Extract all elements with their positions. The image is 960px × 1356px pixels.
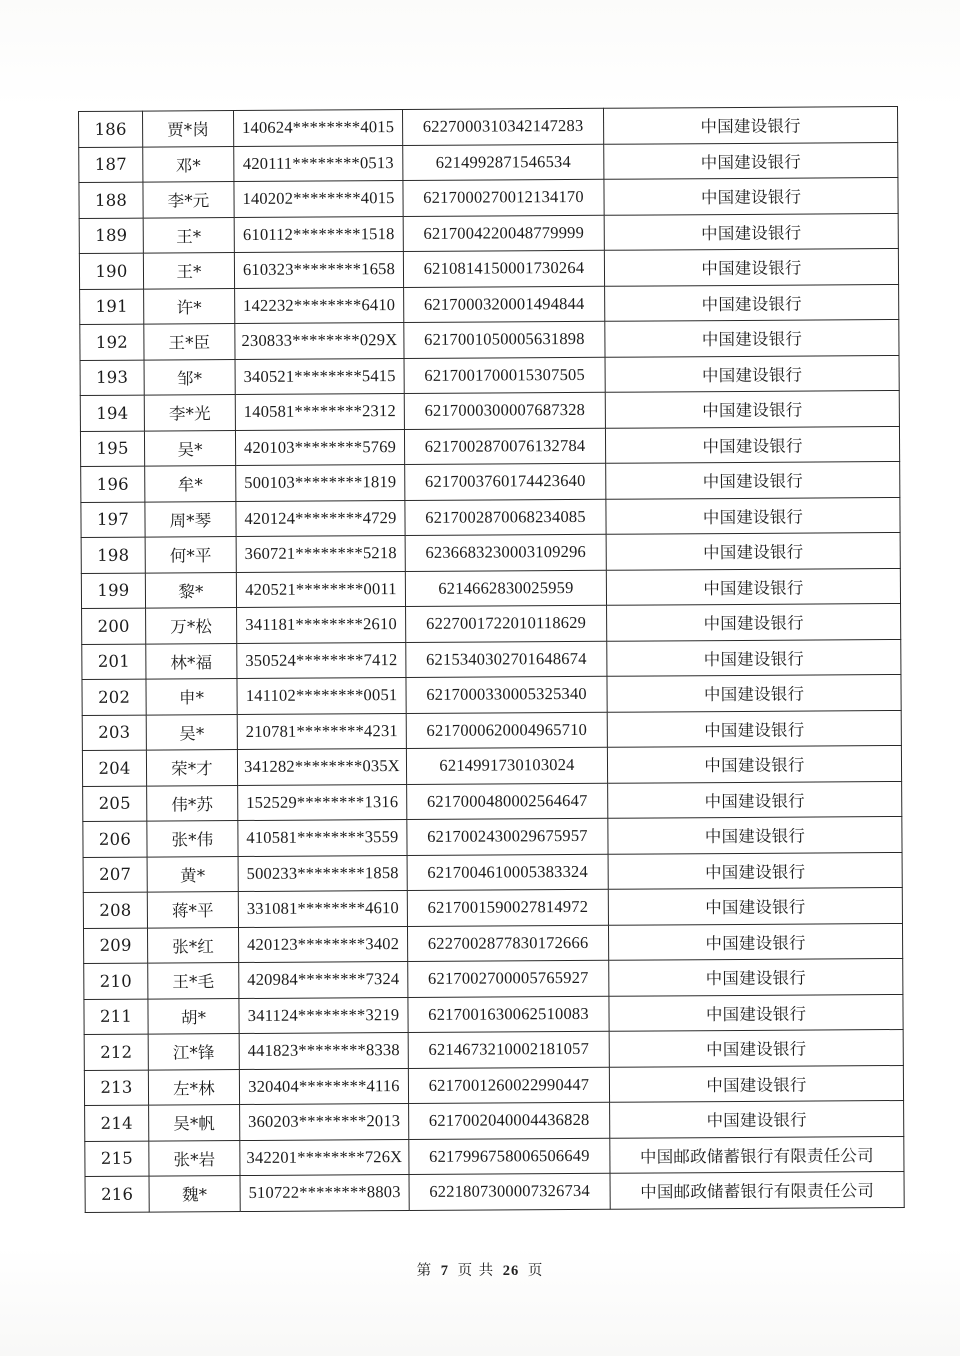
table-row <box>79 248 898 289</box>
bank-name-cell: 中国建设银行 <box>606 568 900 605</box>
footer-middle: 页 共 <box>457 1263 495 1279</box>
id-number-cell: 341124********3219 <box>239 997 408 1034</box>
id-number-cell: 441823********8338 <box>239 1033 408 1070</box>
bank-name-cell: 中国建设银行 <box>606 461 900 498</box>
bank-card-number-cell: 6217002870076132784 <box>404 428 605 465</box>
bank-name-cell: 中国建设银行 <box>607 674 901 711</box>
row-number-cell: 188 <box>79 182 143 218</box>
person-name-cell: 伟*苏 <box>147 785 238 821</box>
table-row <box>79 142 898 183</box>
bank-name-cell: 中国建设银行 <box>607 745 901 782</box>
table-row <box>81 461 900 502</box>
person-name-cell: 魏* <box>149 1176 240 1212</box>
bank-card-number-cell: 6217000330005325340 <box>406 676 607 713</box>
bank-card-number-cell: 6217003760174423640 <box>405 463 606 500</box>
table-row <box>83 816 902 857</box>
person-name-cell: 张*岩 <box>149 1140 240 1176</box>
row-number-cell: 191 <box>80 289 144 325</box>
bank-name-cell: 中国建设银行 <box>608 887 902 924</box>
id-number-cell: 230833********029X <box>235 323 404 360</box>
id-number-cell: 500233********1858 <box>238 855 407 892</box>
bank-card-number-cell: 6214673210002181057 <box>408 1031 609 1068</box>
person-name-cell: 王*臣 <box>144 324 235 360</box>
row-number-cell: 216 <box>85 1176 149 1212</box>
table-row <box>83 887 902 928</box>
bank-card-number-cell: 6227002877830172666 <box>407 925 608 962</box>
table-row <box>79 177 898 218</box>
bank-name-cell: 中国建设银行 <box>604 142 898 179</box>
bank-name-cell: 中国建设银行 <box>603 106 897 143</box>
person-name-cell: 万*松 <box>146 608 237 644</box>
id-number-cell: 360721********5218 <box>236 536 405 573</box>
bank-card-number-cell: 6217000480002564647 <box>407 783 608 820</box>
person-name-cell: 牟* <box>145 466 236 502</box>
roster-table <box>78 106 905 1212</box>
person-name-cell: 许* <box>144 288 235 324</box>
person-name-cell: 黄* <box>147 856 238 892</box>
bank-card-number-cell: 6217001700015307505 <box>404 357 605 394</box>
table-row <box>80 284 899 325</box>
id-number-cell: 420124********4729 <box>236 500 405 537</box>
table-row <box>82 710 901 751</box>
row-number-cell: 205 <box>83 786 147 822</box>
row-number-cell: 213 <box>84 1070 148 1106</box>
row-number-cell: 211 <box>84 999 148 1035</box>
row-number-cell: 198 <box>81 537 145 573</box>
id-number-cell: 341282********035X <box>237 749 406 786</box>
person-name-cell: 李*光 <box>144 395 235 431</box>
row-number-cell: 212 <box>84 1034 148 1070</box>
person-name-cell: 王* <box>143 253 234 289</box>
person-name-cell: 吴* <box>146 714 237 750</box>
table-row <box>83 852 902 893</box>
person-name-cell: 贾*岗 <box>143 111 234 147</box>
table-row <box>85 1171 904 1212</box>
bank-card-number-cell: 6217001260022990447 <box>408 1067 609 1104</box>
person-name-cell: 左*林 <box>148 1069 239 1105</box>
bank-card-number-cell: 6217001050005631898 <box>404 321 605 358</box>
bank-card-number-cell: 6217002430029675957 <box>407 818 608 855</box>
person-name-cell: 蒋*平 <box>147 892 238 928</box>
bank-name-cell: 中国建设银行 <box>609 1029 903 1066</box>
row-number-cell: 214 <box>85 1105 149 1141</box>
bank-card-number-cell: 6215340302701648674 <box>406 641 607 678</box>
table-row <box>83 923 902 964</box>
person-name-cell: 吴* <box>144 430 235 466</box>
bank-card-number-cell: 6217004610005383324 <box>407 854 608 891</box>
person-name-cell: 江*锋 <box>148 1034 239 1070</box>
bank-card-number-cell: 6217002700005765927 <box>408 960 609 997</box>
bank-card-number-cell: 6217000300007687328 <box>404 392 605 429</box>
table-row <box>83 781 902 822</box>
id-number-cell: 350524********7412 <box>237 642 406 679</box>
person-name-cell: 申* <box>146 679 237 715</box>
id-number-cell: 210781********4231 <box>237 713 406 750</box>
bank-name-cell: 中国建设银行 <box>605 319 899 356</box>
person-name-cell: 林*福 <box>146 643 237 679</box>
bank-card-number-cell: 6236683230003109296 <box>405 534 606 571</box>
bank-name-cell: 中国建设银行 <box>606 497 900 534</box>
row-number-cell: 187 <box>79 147 143 183</box>
bank-name-cell: 中国建设银行 <box>607 603 901 640</box>
row-number-cell: 193 <box>80 360 144 396</box>
table-row <box>81 532 900 573</box>
row-number-cell: 215 <box>85 1141 149 1177</box>
bank-name-cell: 中国建设银行 <box>604 177 898 214</box>
id-number-cell: 420123********3402 <box>238 926 407 963</box>
bank-name-cell: 中国邮政储蓄银行有限责任公司 <box>610 1171 904 1208</box>
person-name-cell: 邹* <box>144 359 235 395</box>
row-number-cell: 189 <box>79 218 143 254</box>
bank-name-cell: 中国建设银行 <box>608 816 902 853</box>
row-number-cell: 197 <box>81 502 145 538</box>
table-row <box>81 497 900 538</box>
id-number-cell: 341181********2610 <box>237 607 406 644</box>
footer-prefix: 第 <box>416 1263 433 1279</box>
id-number-cell: 420103********5769 <box>235 429 404 466</box>
id-number-cell: 140581********2312 <box>235 394 404 431</box>
table-row <box>80 355 899 396</box>
table-row <box>84 1065 903 1106</box>
id-number-cell: 410581********3559 <box>238 820 407 857</box>
id-number-cell: 140202********4015 <box>234 181 403 218</box>
bank-name-cell: 中国建设银行 <box>604 213 898 250</box>
row-number-cell: 186 <box>79 111 143 147</box>
bank-name-cell: 中国建设银行 <box>609 994 903 1031</box>
row-number-cell: 208 <box>83 892 147 928</box>
person-name-cell: 李*元 <box>143 182 234 218</box>
person-name-cell: 张*伟 <box>147 821 238 857</box>
bank-card-number-cell: 6217000620004965710 <box>406 712 607 749</box>
footer-suffix: 页 <box>527 1263 544 1279</box>
id-number-cell: 142232********6410 <box>235 287 404 324</box>
bank-card-number-cell: 6217002870068234085 <box>405 499 606 536</box>
id-number-cell: 340521********5415 <box>235 358 404 395</box>
id-number-cell: 610112********1518 <box>234 216 403 253</box>
bank-card-number-cell: 6217001630062510083 <box>408 996 609 1033</box>
person-name-cell: 吴*帆 <box>149 1105 240 1141</box>
row-number-cell: 200 <box>82 608 146 644</box>
row-number-cell: 192 <box>80 324 144 360</box>
roster-table-body <box>79 106 905 1211</box>
id-number-cell: 140624********4015 <box>234 110 403 147</box>
bank-name-cell: 中国建设银行 <box>605 284 899 321</box>
person-name-cell: 黎* <box>145 572 236 608</box>
bank-name-cell: 中国建设银行 <box>608 781 902 818</box>
row-number-cell: 196 <box>81 466 145 502</box>
bank-name-cell: 中国建设银行 <box>607 710 901 747</box>
bank-card-number-cell: 6217996758006506649 <box>409 1138 610 1175</box>
row-number-cell: 210 <box>84 963 148 999</box>
row-number-cell: 195 <box>80 431 144 467</box>
bank-name-cell: 中国建设银行 <box>604 248 898 285</box>
person-name-cell: 何*平 <box>145 537 236 573</box>
table-row <box>81 568 900 609</box>
row-number-cell: 207 <box>83 857 147 893</box>
bank-card-number-cell: 6217000270012134170 <box>403 179 604 216</box>
row-number-cell: 203 <box>82 715 146 751</box>
table-row <box>84 958 903 999</box>
bank-card-number-cell: 6217004220048779999 <box>403 215 604 252</box>
table-row <box>84 1029 903 1070</box>
table-row <box>80 319 899 360</box>
id-number-cell: 360203********2013 <box>240 1103 409 1140</box>
table-row <box>84 994 903 1035</box>
current-page-number: 7 <box>440 1263 449 1279</box>
person-name-cell: 胡* <box>148 998 239 1034</box>
bank-card-number-cell: 6214992871546534 <box>403 144 604 181</box>
bank-name-cell: 中国建设银行 <box>610 1100 904 1137</box>
row-number-cell: 190 <box>79 253 143 289</box>
person-name-cell: 周*琴 <box>145 501 236 537</box>
bank-card-number-cell: 6227001722010118629 <box>406 605 607 642</box>
roster-table-container <box>78 111 892 1213</box>
table-row <box>79 106 898 147</box>
bank-name-cell: 中国建设银行 <box>605 355 899 392</box>
bank-name-cell: 中国建设银行 <box>609 1065 903 1102</box>
table-row <box>80 390 899 431</box>
bank-card-number-cell: 6217000320001494844 <box>404 286 605 323</box>
table-row <box>82 745 901 786</box>
bank-name-cell: 中国建设银行 <box>607 639 901 676</box>
table-row <box>79 213 898 254</box>
row-number-cell: 202 <box>82 679 146 715</box>
id-number-cell: 152529********1316 <box>238 784 407 821</box>
bank-name-cell: 中国建设银行 <box>606 532 900 569</box>
id-number-cell: 342201********726X <box>240 1139 409 1176</box>
table-row <box>85 1136 904 1177</box>
bank-name-cell: 中国建设银行 <box>608 923 902 960</box>
table-row <box>80 426 899 467</box>
id-number-cell: 510722********8803 <box>240 1174 409 1211</box>
id-number-cell: 610323********1658 <box>234 252 403 289</box>
row-number-cell: 194 <box>80 395 144 431</box>
person-name-cell: 荣*才 <box>146 750 237 786</box>
bank-card-number-cell: 6227000310342147283 <box>402 108 603 145</box>
row-number-cell: 204 <box>82 750 146 786</box>
bank-name-cell: 中国邮政储蓄银行有限责任公司 <box>610 1136 904 1173</box>
person-name-cell: 邓* <box>143 146 234 182</box>
bank-card-number-cell: 6214991730103024 <box>406 747 607 784</box>
id-number-cell: 141102********0051 <box>237 678 406 715</box>
id-number-cell: 500103********1819 <box>236 465 405 502</box>
bank-card-number-cell: 6210814150001730264 <box>403 250 604 287</box>
bank-card-number-cell: 6217001590027814972 <box>407 889 608 926</box>
page-footer <box>0 1259 960 1280</box>
id-number-cell: 420111********0513 <box>234 145 403 182</box>
table-row <box>85 1100 904 1141</box>
person-name-cell: 张*红 <box>147 927 238 963</box>
id-number-cell: 420521********0011 <box>236 571 405 608</box>
row-number-cell: 201 <box>82 644 146 680</box>
bank-name-cell: 中国建设银行 <box>608 852 902 889</box>
row-number-cell: 199 <box>81 573 145 609</box>
id-number-cell: 320404********4116 <box>239 1068 408 1105</box>
bank-card-number-cell: 6217002040004436828 <box>409 1102 610 1139</box>
table-row <box>82 639 901 680</box>
total-page-count: 26 <box>502 1263 520 1279</box>
bank-name-cell: 中国建设银行 <box>605 390 899 427</box>
id-number-cell: 420984********7324 <box>239 962 408 999</box>
bank-name-cell: 中国建设银行 <box>605 426 899 463</box>
bank-card-number-cell: 6214662830025959 <box>405 570 606 607</box>
bank-card-number-cell: 6221807300007326734 <box>409 1173 610 1210</box>
id-number-cell: 331081********4610 <box>238 891 407 928</box>
table-row <box>82 674 901 715</box>
row-number-cell: 206 <box>83 821 147 857</box>
table-row <box>82 603 901 644</box>
person-name-cell: 王* <box>143 217 234 253</box>
row-number-cell: 209 <box>83 928 147 964</box>
bank-name-cell: 中国建设银行 <box>609 958 903 995</box>
person-name-cell: 王*毛 <box>148 963 239 999</box>
